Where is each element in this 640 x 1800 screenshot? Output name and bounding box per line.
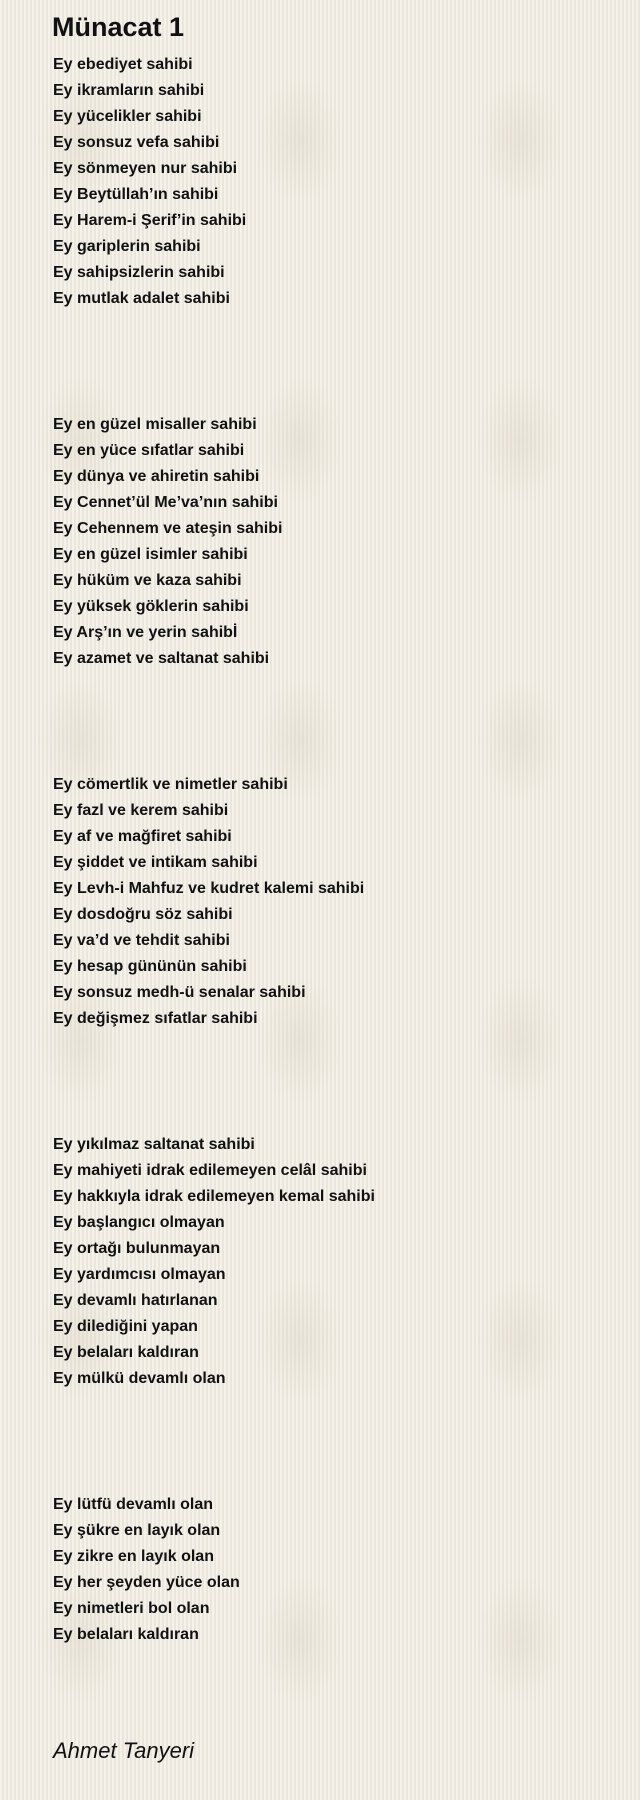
poem-line: Ey Cennet’ül Me’va’nın sahibi <box>53 494 278 511</box>
poem-line: Ey belaları kaldıran <box>53 1344 199 1361</box>
poem-line: Ey hesap gününün sahibi <box>53 958 247 975</box>
poem-line: Ey mahiyeti idrak edilemeyen celâl sahibi <box>53 1162 367 1179</box>
poem-line: Ey en yüce sıfatlar sahibi <box>53 442 245 459</box>
poem-line: Ey mülkü devamlı olan <box>53 1370 226 1387</box>
poem-line: Ey dilediğini yapan <box>53 1318 198 1335</box>
poem-line: Ey yücelikler sahibi <box>53 108 202 125</box>
poem-line: Ey zikre en layık olan <box>53 1548 214 1565</box>
poem-line: Ey ebediyet sahibi <box>53 56 193 73</box>
poem-line: Ey sonsuz medh-ü senalar sahibi <box>53 984 306 1001</box>
poem-line: Ey başlangıcı olmayan <box>53 1214 225 1231</box>
poem-line: Ey sonsuz vefa sahibi <box>53 134 220 151</box>
poem-line: Ey en güzel isimler sahibi <box>53 546 248 563</box>
poem-line: Ey sönmeyen nur sahibi <box>53 160 238 177</box>
poem-line: Ey Beytüllah’ın sahibi <box>53 186 219 203</box>
poem-line: Ey Cehennem ve ateşin sahibi <box>53 520 283 537</box>
poem-stanza-5 <box>53 1492 613 1648</box>
poem-stanza-4 <box>53 1132 613 1392</box>
poem-line: Ey azamet ve saltanat sahibi <box>53 650 270 667</box>
poem-line: Ey dünya ve ahiretin sahibi <box>53 468 260 485</box>
poem-line: Ey cömertlik ve nimetler sahibi <box>53 776 288 793</box>
poem-author: Ahmet Tanyeri <box>53 1738 195 1763</box>
poem-line: Ey lütfü devamlı olan <box>53 1496 214 1513</box>
poem-line: Ey Arş’ın ve yerin sahibİ <box>53 624 238 641</box>
poem-line: Ey hüküm ve kaza sahibi <box>53 572 242 589</box>
poem-line: Ey her şeyden yüce olan <box>53 1574 240 1591</box>
poem-line: Ey belaları kaldıran <box>53 1626 199 1643</box>
poem-line: Ey hakkıyla idrak edilemeyen kemal sahibi <box>53 1188 375 1205</box>
poem-line: Ey nimetleri bol olan <box>53 1600 210 1617</box>
poem-line: Ey yardımcısı olmayan <box>53 1266 226 1283</box>
poem-line: Ey yüksek göklerin sahibi <box>53 598 249 615</box>
poem-line: Ey dosdoğru söz sahibi <box>53 906 233 923</box>
poem-stanza-1 <box>53 52 613 312</box>
poem-line: Ey Levh-i Mahfuz ve kudret kalemi sahibi <box>53 880 365 897</box>
poem-line: Ey fazl ve kerem sahibi <box>53 802 229 819</box>
poem-line: Ey yıkılmaz saltanat sahibi <box>53 1136 255 1153</box>
poem-title: Münacat 1 <box>52 12 185 42</box>
poem-line: Ey af ve mağfiret sahibi <box>53 828 232 845</box>
poem-line: Ey sahipsizlerin sahibi <box>53 264 225 281</box>
poem-line: Ey Harem-i Şerif’in sahibi <box>53 212 247 229</box>
poem-line: Ey mutlak adalet sahibi <box>53 290 230 307</box>
poem-line: Ey ikramların sahibi <box>53 82 205 99</box>
poem-stanza-3 <box>53 772 613 1032</box>
poem-line: Ey şiddet ve intikam sahibi <box>53 854 258 871</box>
poem-line: Ey devamlı hatırlanan <box>53 1292 218 1309</box>
poem-line: Ey en güzel misaller sahibi <box>53 416 257 433</box>
poem-body <box>53 52 613 1748</box>
poem-line: Ey şükre en layık olan <box>53 1522 221 1539</box>
poem-stanza-2 <box>53 412 613 672</box>
poem-line: Ey değişmez sıfatlar sahibi <box>53 1010 258 1027</box>
poem-line: Ey gariplerin sahibi <box>53 238 201 255</box>
poem-line: Ey va’d ve tehdit sahibi <box>53 932 230 949</box>
poem-line: Ey ortağı bulunmayan <box>53 1240 221 1257</box>
